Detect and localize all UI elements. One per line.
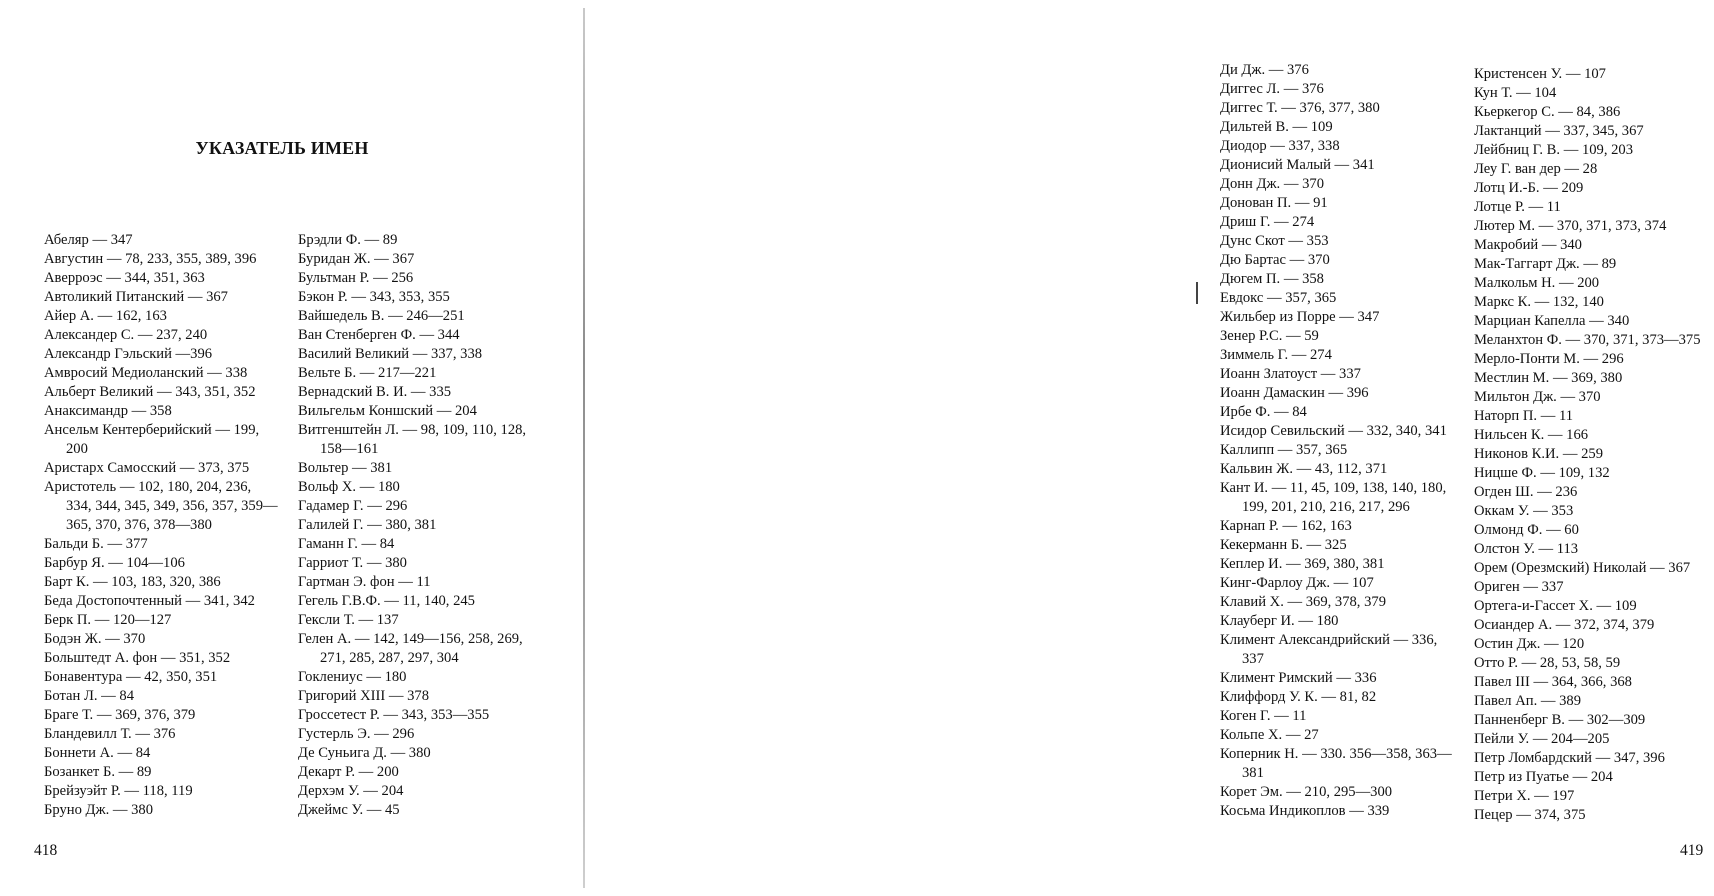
index-entry: Гроссетест Р. — 343, 353—355 (298, 707, 490, 723)
index-entry: Бруно Дж. — 380 (44, 802, 154, 818)
index-entry: Гексли Т. — 137 (298, 612, 399, 628)
index-entry: Григорий XIII — 378 (298, 688, 430, 704)
index-entry: Донован П. — 91 (1220, 195, 1328, 211)
index-entry: Барбур Я. — 104—106 (44, 555, 185, 571)
index-entry: Кинг-Фарлоу Дж. — 107 (1220, 575, 1374, 591)
index-entry: Брейзуэйт Р. — 118, 119 (44, 783, 193, 799)
index-entry: Лейбниц Г. В. — 109, 203 (1474, 142, 1634, 158)
index-entry: Карнап Р. — 162, 163 (1220, 518, 1352, 534)
index-entry: Ван Стенберген Ф. — 344 (298, 327, 460, 343)
index-entry: Августин — 78, 233, 355, 389, 396 (44, 251, 257, 267)
index-entry: Леу Г. ван дер — 28 (1474, 161, 1598, 177)
index-entry: Косьма Индикоплов — 339 (1220, 803, 1390, 819)
index-entry: Павел Ап. — 389 (1474, 693, 1582, 709)
index-entry: Диодор — 337, 338 (1220, 138, 1340, 154)
page-number-left: 418 (34, 842, 58, 859)
index-entry: Жильбер из Порре — 347 (1220, 309, 1380, 325)
index-entry: Ницше Ф. — 109, 132 (1474, 465, 1610, 481)
index-entry: Остин Дж. — 120 (1474, 636, 1585, 652)
index-entry: Густерль Э. — 296 (298, 726, 415, 742)
index-entry: Анаксимандр — 358 (44, 403, 172, 419)
index-entry: Петр Ломбардский — 347, 396 (1474, 750, 1665, 766)
index-entry: Гегель Г.В.Ф. — 11, 140, 245 (298, 593, 475, 609)
index-entry: Браге Т. — 369, 376, 379 (44, 707, 196, 723)
index-entry: Дунс Скот — 353 (1220, 233, 1329, 249)
index-entry: Автоликий Питанский — 367 (44, 289, 228, 305)
index-entry: Дриш Г. — 274 (1220, 214, 1315, 230)
index-entry: Кеплер И. — 369, 380, 381 (1220, 556, 1385, 572)
left-page (0, 0, 584, 896)
index-entry: Наторп П. — 11 (1474, 408, 1574, 424)
index-entry: Бультман Р. — 256 (298, 270, 414, 286)
index-entry: Барт К. — 103, 183, 320, 386 (44, 574, 221, 590)
right-page (588, 0, 1704, 896)
index-entry: Огден Ш. — 236 (1474, 484, 1578, 500)
index-entry: Берк П. — 120—127 (44, 612, 172, 628)
index-entry: Коген Г. — 11 (1220, 708, 1307, 724)
index-entry: Панненберг В. — 302—309 (1474, 712, 1646, 728)
index-entry: Кристенсен У. — 107 (1474, 66, 1606, 82)
index-entry: Исидор Севильский — 332, 340, 341 (1220, 423, 1447, 439)
index-entry: Дильтей В. — 109 (1220, 119, 1333, 135)
index-entry: Диггес Т. — 376, 377, 380 (1220, 100, 1380, 116)
index-entry: Пецер — 374, 375 (1474, 807, 1586, 823)
index-entry: Вернадский В. И. — 335 (298, 384, 452, 400)
index-entry: Малкольм Н. — 200 (1474, 275, 1600, 291)
index-entry: Лотц И.-Б. — 209 (1474, 180, 1584, 196)
index-entry: Бозанкет Б. — 89 (44, 764, 152, 780)
index-entry: Климент Римский — 336 (1220, 670, 1377, 686)
index-entry: Орем (Орезмский) Николай — 367 (1474, 560, 1691, 576)
book-gutter (583, 8, 585, 888)
index-column-right-1 (1220, 61, 1456, 821)
index-entry: Мак-Таггарт Дж. — 89 (1474, 256, 1617, 272)
index-entry: Вильгельм Коншский — 204 (298, 403, 477, 419)
index-entry: Местлин М. — 369, 380 (1474, 370, 1623, 386)
index-entry: Айер А. — 162, 163 (44, 308, 167, 324)
index-entry: Декарт Р. — 200 (298, 764, 399, 780)
index-entry: Боннети А. — 84 (44, 745, 151, 761)
index-entry: Альберт Великий — 343, 351, 352 (44, 384, 256, 400)
index-entry: Галилей Г. — 380, 381 (298, 517, 437, 533)
index-entry: Мильтон Дж. — 370 (1474, 389, 1601, 405)
index-entry: Оккам У. — 353 (1474, 503, 1574, 519)
index-entry: Бландевилл Т. — 376 (44, 726, 176, 742)
index-entry: Иоанн Дамаскин — 396 (1220, 385, 1369, 401)
index-entry: Кьеркегор С. — 84, 386 (1474, 104, 1621, 120)
index-entry: Аристарх Самосский — 373, 375 (44, 460, 250, 476)
page-edge-mark (1196, 282, 1198, 304)
index-entry: Лактанций — 337, 345, 367 (1474, 123, 1644, 139)
index-entry: Зенер Р.С. — 59 (1220, 328, 1319, 344)
index-entry: Дю Бартас — 370 (1220, 252, 1330, 268)
index-entry: Ориген — 337 (1474, 579, 1564, 595)
index-column-left-2 (298, 231, 538, 820)
index-entry: Дюгем П. — 358 (1220, 271, 1324, 287)
index-entry: Кальвин Ж. — 43, 112, 371 (1220, 461, 1388, 477)
index-entry: Де Суньига Д. — 380 (298, 745, 431, 761)
index-entry: Ортега-и-Гассет Х. — 109 (1474, 598, 1637, 614)
index-entry: Олмонд Ф. — 60 (1474, 522, 1579, 538)
index-entry: Коперник Н. — 330. 356—358, 363—381 (1220, 746, 1452, 781)
index-entry: Каллипп — 357, 365 (1220, 442, 1348, 458)
index-entry: Петри Х. — 197 (1474, 788, 1575, 804)
index-entry: Корет Эм. — 210, 295—300 (1220, 784, 1393, 800)
page-number-right: 419 (1680, 842, 1704, 859)
index-entry: Александер С. — 237, 240 (44, 327, 208, 343)
index-entry: Брэдли Ф. — 89 (298, 232, 398, 248)
index-entry: Гелен А. — 142, 149—156, 258, 269, 271, 285, 287, 297, 304 (298, 631, 523, 666)
index-entry: Аристотель — 102, 180, 204, 236, 334, 344, 345, 349, 356, 357, 359—365, 370, 376, 378—380 (44, 479, 278, 533)
index-entry: Макробий — 340 (1474, 237, 1582, 253)
index-entry: Лютер М. — 370, 371, 373, 374 (1474, 218, 1667, 234)
index-entry: Дионисий Малый — 341 (1220, 157, 1375, 173)
index-entry: Александр Гэльский —396 (44, 346, 213, 362)
index-entry: Маркс К. — 132, 140 (1474, 294, 1604, 310)
index-entry: Евдокс — 357, 365 (1220, 290, 1337, 306)
index-entry: Павел III — 364, 366, 368 (1474, 674, 1632, 690)
index-entry: Осиандер А. — 372, 374, 379 (1474, 617, 1655, 633)
index-entry: Вельте Б. — 217—221 (298, 365, 437, 381)
index-entry: Беда Достопочтенный — 341, 342 (44, 593, 255, 609)
index-entry: Марциан Капелла — 340 (1474, 313, 1630, 329)
index-entry: Гоклениус — 180 (298, 669, 407, 685)
index-entry: Джеймс У. — 45 (298, 802, 400, 818)
index-entry: Кольпе Х. — 27 (1220, 727, 1319, 743)
index-entry: Бодэн Ж. — 370 (44, 631, 146, 647)
index-entry: Клауберг И. — 180 (1220, 613, 1339, 629)
index-entry: Олстон У. — 113 (1474, 541, 1579, 557)
index-entry: Петр из Пуатье — 204 (1474, 769, 1613, 785)
index-entry: Отто Р. — 28, 53, 58, 59 (1474, 655, 1621, 671)
index-entry: Пейли У. — 204—205 (1474, 731, 1610, 747)
index-entry: Гарриот Т. — 380 (298, 555, 407, 571)
index-entry: Буридан Ж. — 367 (298, 251, 415, 267)
index-entry: Лотце Р. — 11 (1474, 199, 1561, 215)
index-column-left-1 (44, 231, 280, 820)
index-entry: Мерло-Понти М. — 296 (1474, 351, 1624, 367)
index-entry: Аверроэс — 344, 351, 363 (44, 270, 205, 286)
index-entry: Зиммель Г. — 274 (1220, 347, 1332, 363)
index-entry: Нильсен К. — 166 (1474, 427, 1589, 443)
index-entry: Вольтер — 381 (298, 460, 393, 476)
index-entry: Клавий Х. — 369, 378, 379 (1220, 594, 1386, 610)
index-entry: Бальди Б. — 377 (44, 536, 148, 552)
index-entry: Вольф Х. — 180 (298, 479, 400, 495)
index-entry: Больштедт А. фон — 351, 352 (44, 650, 231, 666)
index-entry: Вайшедель В. — 246—251 (298, 308, 465, 324)
index-entry: Меланхтон Ф. — 370, 371, 373—375 (1474, 332, 1701, 348)
index-entry: Иоанн Златоуст — 337 (1220, 366, 1361, 382)
index-entry: Василий Великий — 337, 338 (298, 346, 483, 362)
index-entry: Ди Дж. — 376 (1220, 62, 1309, 78)
index-entry: Кекерманн Б. — 325 (1220, 537, 1347, 553)
index-entry: Витгенштейн Л. — 98, 109, 110, 128, 158—161 (298, 422, 527, 457)
index-heading: УКАЗАТЕЛЬ ИМЕН (195, 138, 369, 158)
index-entry: Никонов К.И. — 259 (1474, 446, 1603, 462)
index-entry: Ботан Л. — 84 (44, 688, 135, 704)
index-entry: Гадамер Г. — 296 (298, 498, 408, 514)
index-entry: Гартман Э. фон — 11 (298, 574, 431, 590)
index-column-right-2 (1474, 65, 1714, 825)
index-entry: Климент Александрийский — 336, 337 (1220, 632, 1438, 667)
index-entry: Клиффорд У. К. — 81, 82 (1220, 689, 1377, 705)
index-entry: Гаманн Г. — 84 (298, 536, 395, 552)
index-entry: Бонавентура — 42, 350, 351 (44, 669, 218, 685)
index-entry: Кант И. — 11, 45, 109, 138, 140, 180, 199, 201, 210, 216, 217, 296 (1220, 480, 1447, 515)
index-entry: Ирбе Ф. — 84 (1220, 404, 1307, 420)
index-entry: Дерхэм У. — 204 (298, 783, 404, 799)
index-entry: Донн Дж. — 370 (1220, 176, 1324, 192)
index-entry: Кун Т. — 104 (1474, 85, 1557, 101)
index-entry: Ансельм Кентерберийский — 199, 200 (44, 422, 260, 457)
index-entry: Диггес Л. — 376 (1220, 81, 1324, 97)
index-entry: Абеляр — 347 (44, 232, 133, 248)
index-entry: Амвросий Медиоланский — 338 (44, 365, 248, 381)
index-entry: Бэкон Р. — 343, 353, 355 (298, 289, 450, 305)
